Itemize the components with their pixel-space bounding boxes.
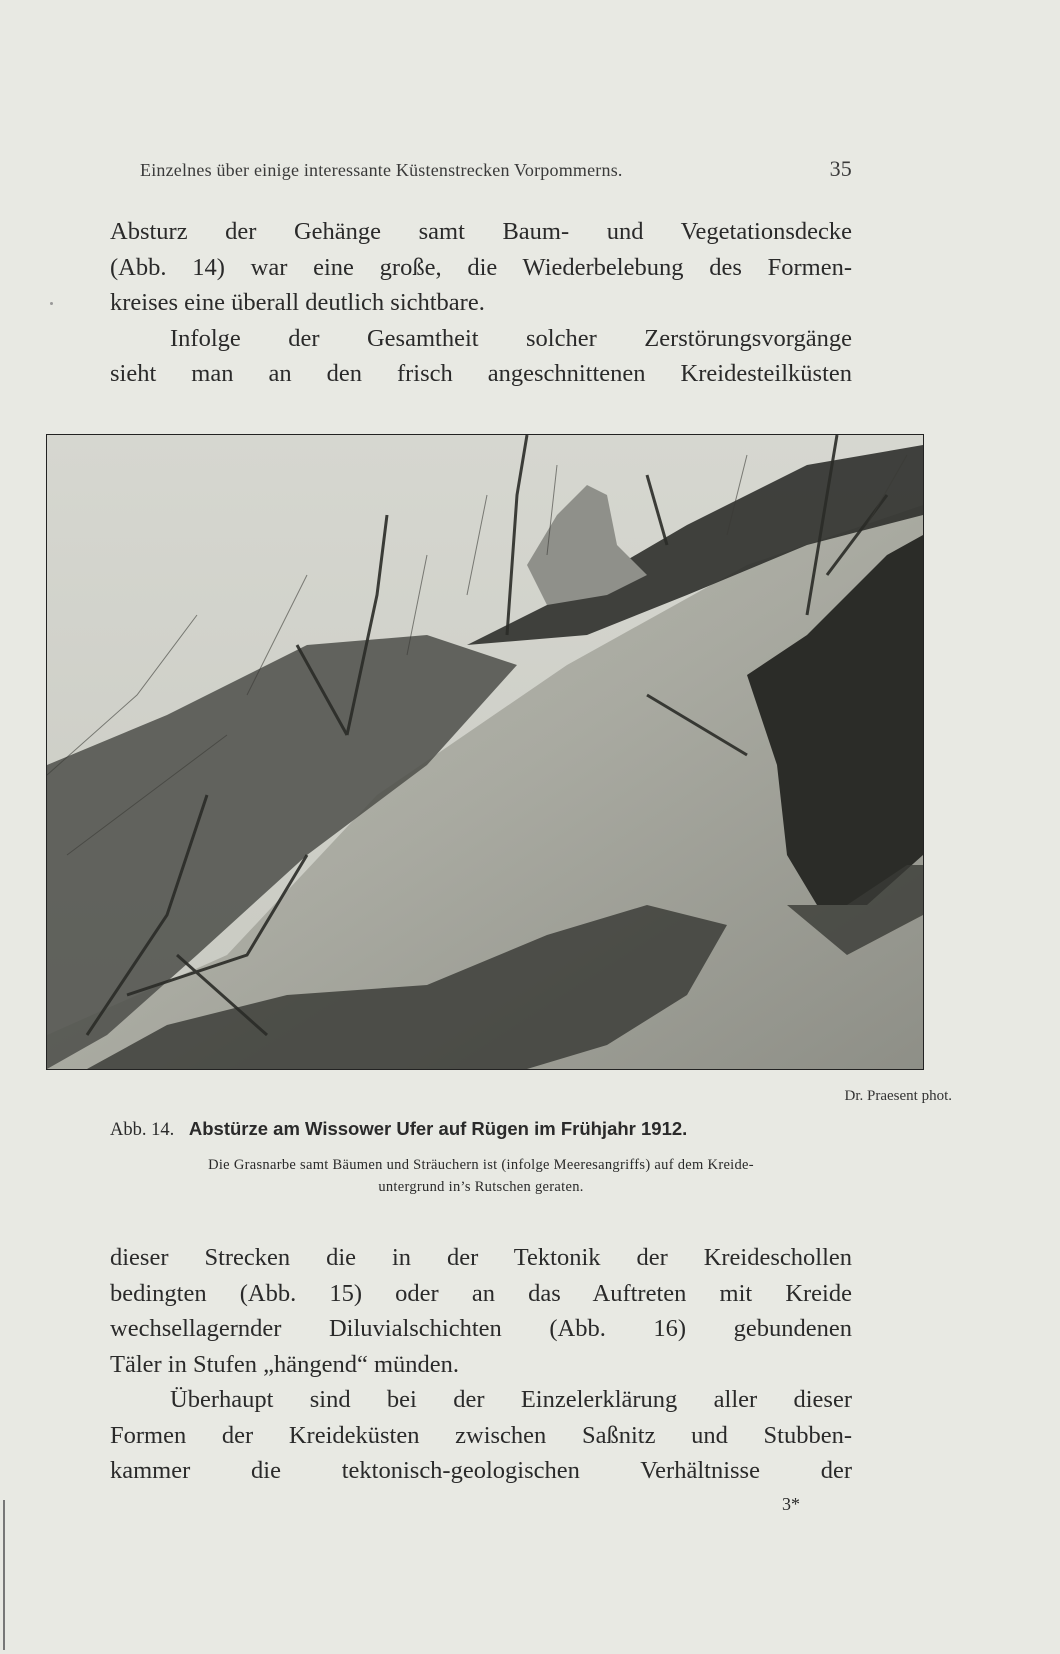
- subcaption-line: Die Grasnarbe samt Bäumen und Sträuchern ist (infolge Meeresangriffs) auf dem Kreide-: [208, 1157, 754, 1173]
- text-line: kammer die tektonisch-geologischen Verhältnisse der: [110, 1457, 852, 1484]
- text-line: Überhaupt sind bei der Einzelerklärung aller dieser: [170, 1386, 852, 1413]
- text-line: dieser Strecken die in der Tektonik der Kreideschollen: [110, 1244, 852, 1271]
- running-header: [140, 156, 852, 181]
- text-block-top: [110, 214, 852, 392]
- text-line: kreises eine überall deutlich sichtbare.: [110, 289, 485, 316]
- text-line: (Abb. 14) war eine große, die Wiederbelebung des Formen-: [110, 253, 852, 281]
- figure-label: Abb. 14.: [110, 1120, 175, 1140]
- signature-mark: 3*: [782, 1494, 800, 1514]
- text-line: bedingten (Abb. 15) oder an das Auftreten mit Kreide: [110, 1279, 852, 1307]
- text-block-bottom: [110, 1240, 852, 1489]
- page-edge-shadow: [3, 1500, 5, 1650]
- text-line: sieht man an den frisch angeschnittenen Kreidesteilküsten: [110, 360, 852, 387]
- text-line: Formen der Kreideküsten zwischen Saßnitz und Stubben-: [110, 1421, 852, 1449]
- running-title: Einzelnes über einige interessante Küstenstrecken Vorpommerns.: [140, 160, 623, 180]
- text-line: Absturz der Gehänge samt Baum- und Vegetationsdecke: [110, 218, 852, 245]
- page-number: 35: [829, 156, 852, 181]
- figure-caption: [110, 1118, 852, 1141]
- photograph-cliff: [46, 434, 924, 1070]
- figure-title: Abstürze am Wissower Ufer auf Rügen im Frühjahr 1912.: [188, 1118, 688, 1139]
- text-line: wechsellagernder Diluvialschichten (Abb. 16) gebundenen: [110, 1315, 852, 1342]
- text-line: Infolge der Gesamtheit solcher Zerstörungsvorgänge: [170, 324, 852, 352]
- photo-credit: Dr. Praesent phot.: [844, 1088, 952, 1104]
- subcaption-line: untergrund in’s Rutschen geraten.: [378, 1179, 584, 1195]
- margin-mark: [50, 302, 53, 305]
- photo-illustration: [47, 435, 923, 1069]
- figure-subcaption: [110, 1154, 852, 1198]
- text-line: Täler in Stufen „hängend“ münden.: [110, 1350, 460, 1378]
